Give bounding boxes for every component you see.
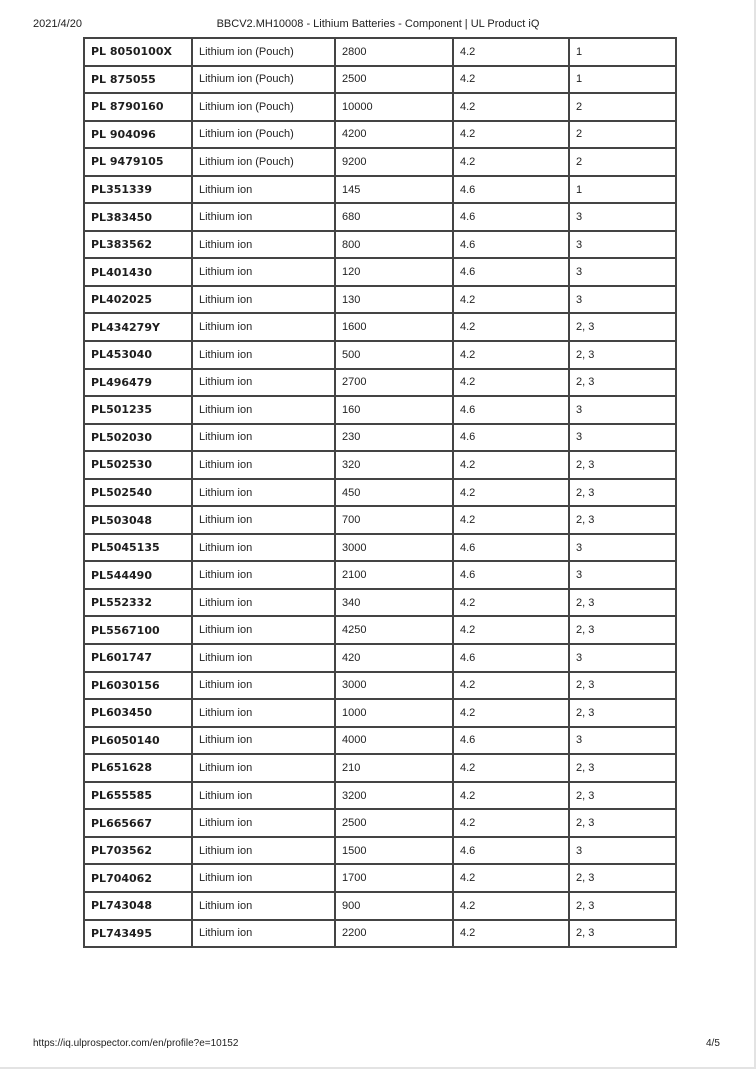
capacity-cell: 3200 xyxy=(336,783,452,809)
note-cell: 2, 3 xyxy=(570,452,675,478)
model-cell: PL743495 xyxy=(85,921,191,947)
table-row xyxy=(85,728,675,754)
chemistry-cell: Lithium ion xyxy=(193,232,334,258)
chemistry-cell: Lithium ion xyxy=(193,397,334,423)
voltage-cell: 4.2 xyxy=(454,783,568,809)
model-cell: PL502530 xyxy=(85,452,191,478)
capacity-cell: 4200 xyxy=(336,122,452,148)
model-cell: PL453040 xyxy=(85,342,191,368)
table-row xyxy=(85,342,675,368)
chemistry-cell: Lithium ion xyxy=(193,370,334,396)
voltage-cell: 4.2 xyxy=(454,810,568,836)
capacity-cell: 230 xyxy=(336,425,452,451)
table-row xyxy=(85,810,675,836)
page-title: BBCV2.MH10008 - Lithium Batteries - Component | UL Product iQ xyxy=(216,18,540,30)
voltage-cell: 4.2 xyxy=(454,590,568,616)
note-cell: 3 xyxy=(570,232,675,258)
table-row xyxy=(85,452,675,478)
model-cell: PL 904096 xyxy=(85,122,191,148)
voltage-cell: 4.6 xyxy=(454,177,568,203)
chemistry-cell: Lithium ion xyxy=(193,314,334,340)
model-cell: PL 8790160 xyxy=(85,94,191,120)
note-cell: 2 xyxy=(570,149,675,175)
capacity-cell: 3000 xyxy=(336,535,452,561)
table-row xyxy=(85,397,675,423)
model-cell: PL703562 xyxy=(85,838,191,864)
voltage-cell: 4.2 xyxy=(454,370,568,396)
note-cell: 3 xyxy=(570,425,675,451)
voltage-cell: 4.6 xyxy=(454,204,568,230)
chemistry-cell: Lithium ion xyxy=(193,480,334,506)
model-cell: PL603450 xyxy=(85,700,191,726)
chemistry-cell: Lithium ion xyxy=(193,425,334,451)
chemistry-cell: Lithium ion xyxy=(193,755,334,781)
voltage-cell: 4.2 xyxy=(454,755,568,781)
capacity-cell: 2100 xyxy=(336,562,452,588)
voltage-cell: 4.2 xyxy=(454,921,568,947)
table-row xyxy=(85,370,675,396)
table-row xyxy=(85,535,675,561)
chemistry-cell: Lithium ion xyxy=(193,728,334,754)
note-cell: 2, 3 xyxy=(570,810,675,836)
table-row xyxy=(85,893,675,919)
table-row xyxy=(85,865,675,891)
voltage-cell: 4.6 xyxy=(454,645,568,671)
chemistry-cell: Lithium ion (Pouch) xyxy=(193,122,334,148)
note-cell: 3 xyxy=(570,204,675,230)
voltage-cell: 4.2 xyxy=(454,617,568,643)
model-cell: PL552332 xyxy=(85,590,191,616)
model-cell: PL 8050100X xyxy=(85,39,191,65)
capacity-cell: 800 xyxy=(336,232,452,258)
note-cell: 2, 3 xyxy=(570,617,675,643)
model-cell: PL 9479105 xyxy=(85,149,191,175)
capacity-cell: 420 xyxy=(336,645,452,671)
note-cell: 3 xyxy=(570,728,675,754)
chemistry-cell: Lithium ion (Pouch) xyxy=(193,94,334,120)
chemistry-cell: Lithium ion xyxy=(193,921,334,947)
model-cell: PL665667 xyxy=(85,810,191,836)
note-cell: 1 xyxy=(570,177,675,203)
voltage-cell: 4.2 xyxy=(454,673,568,699)
voltage-cell: 4.6 xyxy=(454,838,568,864)
chemistry-cell: Lithium ion xyxy=(193,838,334,864)
capacity-cell: 700 xyxy=(336,507,452,533)
chemistry-cell: Lithium ion xyxy=(193,617,334,643)
model-cell: PL401430 xyxy=(85,259,191,285)
note-cell: 1 xyxy=(570,67,675,93)
capacity-cell: 3000 xyxy=(336,673,452,699)
voltage-cell: 4.6 xyxy=(454,562,568,588)
note-cell: 2, 3 xyxy=(570,370,675,396)
model-cell: PL496479 xyxy=(85,370,191,396)
table-row xyxy=(85,259,675,285)
voltage-cell: 4.2 xyxy=(454,865,568,891)
table-row xyxy=(85,838,675,864)
chemistry-cell: Lithium ion xyxy=(193,700,334,726)
note-cell: 3 xyxy=(570,287,675,313)
capacity-cell: 9200 xyxy=(336,149,452,175)
model-cell: PL502030 xyxy=(85,425,191,451)
model-cell: PL501235 xyxy=(85,397,191,423)
voltage-cell: 4.2 xyxy=(454,700,568,726)
capacity-cell: 10000 xyxy=(336,94,452,120)
chemistry-cell: Lithium ion xyxy=(193,865,334,891)
capacity-cell: 4000 xyxy=(336,728,452,754)
note-cell: 2, 3 xyxy=(570,342,675,368)
battery-table-body xyxy=(85,39,675,946)
table-row xyxy=(85,149,675,175)
table-row xyxy=(85,287,675,313)
voltage-cell: 4.6 xyxy=(454,535,568,561)
note-cell: 3 xyxy=(570,645,675,671)
chemistry-cell: Lithium ion xyxy=(193,673,334,699)
model-cell: PL351339 xyxy=(85,177,191,203)
capacity-cell: 680 xyxy=(336,204,452,230)
model-cell: PL601747 xyxy=(85,645,191,671)
capacity-cell: 160 xyxy=(336,397,452,423)
table-row xyxy=(85,232,675,258)
voltage-cell: 4.2 xyxy=(454,893,568,919)
voltage-cell: 4.2 xyxy=(454,342,568,368)
model-cell: PL5567100 xyxy=(85,617,191,643)
voltage-cell: 4.6 xyxy=(454,425,568,451)
model-cell: PL5045135 xyxy=(85,535,191,561)
table-row xyxy=(85,94,675,120)
model-cell: PL6050140 xyxy=(85,728,191,754)
table-row xyxy=(85,177,675,203)
capacity-cell: 210 xyxy=(336,755,452,781)
voltage-cell: 4.2 xyxy=(454,39,568,65)
voltage-cell: 4.2 xyxy=(454,67,568,93)
voltage-cell: 4.2 xyxy=(454,94,568,120)
chemistry-cell: Lithium ion xyxy=(193,259,334,285)
capacity-cell: 2500 xyxy=(336,810,452,836)
note-cell: 1 xyxy=(570,39,675,65)
chemistry-cell: Lithium ion xyxy=(193,452,334,478)
note-cell: 3 xyxy=(570,397,675,423)
voltage-cell: 4.2 xyxy=(454,287,568,313)
footer-url[interactable]: https://iq.ulprospector.com/en/profile?e=10152 xyxy=(33,1038,239,1049)
note-cell: 2, 3 xyxy=(570,865,675,891)
chemistry-cell: Lithium ion xyxy=(193,287,334,313)
capacity-cell: 340 xyxy=(336,590,452,616)
voltage-cell: 4.6 xyxy=(454,397,568,423)
capacity-cell: 320 xyxy=(336,452,452,478)
model-cell: PL383562 xyxy=(85,232,191,258)
table-row xyxy=(85,921,675,947)
chemistry-cell: Lithium ion xyxy=(193,783,334,809)
table-row xyxy=(85,507,675,533)
capacity-cell: 2500 xyxy=(336,67,452,93)
chemistry-cell: Lithium ion xyxy=(193,204,334,230)
capacity-cell: 1700 xyxy=(336,865,452,891)
capacity-cell: 1600 xyxy=(336,314,452,340)
note-cell: 3 xyxy=(570,562,675,588)
table-row xyxy=(85,590,675,616)
voltage-cell: 4.2 xyxy=(454,452,568,478)
note-cell: 2, 3 xyxy=(570,507,675,533)
table-row xyxy=(85,562,675,588)
table-row xyxy=(85,673,675,699)
header-date: 2021/4/20 xyxy=(33,18,82,30)
capacity-cell: 450 xyxy=(336,480,452,506)
note-cell: 2, 3 xyxy=(570,673,675,699)
capacity-cell: 500 xyxy=(336,342,452,368)
voltage-cell: 4.6 xyxy=(454,232,568,258)
note-cell: 3 xyxy=(570,259,675,285)
model-cell: PL434279Y xyxy=(85,314,191,340)
model-cell: PL743048 xyxy=(85,893,191,919)
model-cell: PL402025 xyxy=(85,287,191,313)
model-cell: PL544490 xyxy=(85,562,191,588)
chemistry-cell: Lithium ion xyxy=(193,590,334,616)
capacity-cell: 4250 xyxy=(336,617,452,643)
chemistry-cell: Lithium ion xyxy=(193,342,334,368)
chemistry-cell: Lithium ion xyxy=(193,645,334,671)
voltage-cell: 4.6 xyxy=(454,259,568,285)
chemistry-cell: Lithium ion (Pouch) xyxy=(193,149,334,175)
model-cell: PL503048 xyxy=(85,507,191,533)
table-row xyxy=(85,39,675,65)
chemistry-cell: Lithium ion (Pouch) xyxy=(193,67,334,93)
model-cell: PL502540 xyxy=(85,480,191,506)
note-cell: 2, 3 xyxy=(570,480,675,506)
capacity-cell: 2800 xyxy=(336,39,452,65)
voltage-cell: 4.2 xyxy=(454,149,568,175)
capacity-cell: 900 xyxy=(336,893,452,919)
note-cell: 2, 3 xyxy=(570,755,675,781)
chemistry-cell: Lithium ion xyxy=(193,893,334,919)
chemistry-cell: Lithium ion (Pouch) xyxy=(193,39,334,65)
table-row xyxy=(85,783,675,809)
table-row xyxy=(85,480,675,506)
voltage-cell: 4.2 xyxy=(454,122,568,148)
table-row xyxy=(85,755,675,781)
model-cell: PL704062 xyxy=(85,865,191,891)
chemistry-cell: Lithium ion xyxy=(193,177,334,203)
note-cell: 2, 3 xyxy=(570,893,675,919)
model-cell: PL383450 xyxy=(85,204,191,230)
chemistry-cell: Lithium ion xyxy=(193,562,334,588)
table-row xyxy=(85,425,675,451)
voltage-cell: 4.6 xyxy=(454,728,568,754)
note-cell: 2, 3 xyxy=(570,700,675,726)
capacity-cell: 2200 xyxy=(336,921,452,947)
note-cell: 2 xyxy=(570,122,675,148)
table-row xyxy=(85,700,675,726)
note-cell: 3 xyxy=(570,838,675,864)
chemistry-cell: Lithium ion xyxy=(193,507,334,533)
voltage-cell: 4.2 xyxy=(454,480,568,506)
table-row xyxy=(85,645,675,671)
voltage-cell: 4.2 xyxy=(454,507,568,533)
model-cell: PL651628 xyxy=(85,755,191,781)
battery-table xyxy=(83,37,677,948)
table-row xyxy=(85,67,675,93)
model-cell: PL655585 xyxy=(85,783,191,809)
capacity-cell: 130 xyxy=(336,287,452,313)
capacity-cell: 1000 xyxy=(336,700,452,726)
capacity-cell: 145 xyxy=(336,177,452,203)
note-cell: 2, 3 xyxy=(570,314,675,340)
table-row xyxy=(85,617,675,643)
capacity-cell: 120 xyxy=(336,259,452,285)
note-cell: 2, 3 xyxy=(570,921,675,947)
table-row xyxy=(85,122,675,148)
chemistry-cell: Lithium ion xyxy=(193,535,334,561)
voltage-cell: 4.2 xyxy=(454,314,568,340)
note-cell: 2, 3 xyxy=(570,590,675,616)
model-cell: PL6030156 xyxy=(85,673,191,699)
table-row xyxy=(85,204,675,230)
model-cell: PL 875055 xyxy=(85,67,191,93)
table-row xyxy=(85,314,675,340)
note-cell: 2, 3 xyxy=(570,783,675,809)
chemistry-cell: Lithium ion xyxy=(193,810,334,836)
capacity-cell: 1500 xyxy=(336,838,452,864)
page-number: 4/5 xyxy=(706,1038,720,1049)
note-cell: 2 xyxy=(570,94,675,120)
note-cell: 3 xyxy=(570,535,675,561)
capacity-cell: 2700 xyxy=(336,370,452,396)
